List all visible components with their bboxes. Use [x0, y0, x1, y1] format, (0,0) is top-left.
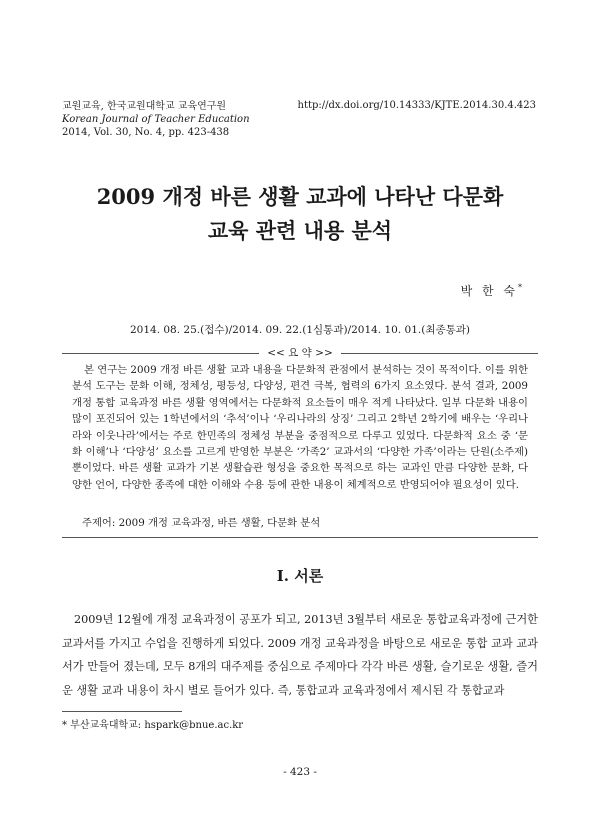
author-footnote-mark: * [518, 283, 522, 292]
page-number: - 423 - [283, 766, 317, 778]
journal-volume: 2014, Vol. 30, No. 4, pp. 423-438 [62, 127, 230, 138]
footnote-divider [62, 711, 182, 712]
paper-title [0, 180, 600, 248]
author [461, 282, 522, 299]
title-line-2: 교육 관련 내용 분석 [207, 218, 393, 243]
keywords: 주제어: 2009 개정 교육과정, 바른 생활, 다문화 분석 [82, 517, 321, 529]
journal-info [62, 100, 250, 139]
title-line-1: 2009 개정 바른 생활 교과에 나타난 다문화 [96, 184, 504, 209]
summary-heading: << 요 약 >> [259, 347, 341, 359]
author-name: 박 한 숙 [460, 284, 518, 298]
submission-dates: 2014. 08. 25.(접수)/2014. 09. 22.(1심통과)/2014. 10. 01.(최종통과) [129, 324, 470, 336]
abstract-text: 본 연구는 2009 개정 바른 생활 교과 내용을 다문화적 관점에서 분석하는 것이 목적이다. 이를 위한 분석 도구는 문화 이해, 정체성, 평등성, 다양성, 편견 극복, 협력의 6가지 요소였다. 분석 결과, 2009 개정 통합 교육과정 바른 생활 영역에서는 다문화적 요소들이 매우 적게 나타났다. 일부 다문화 내용이 많이 포진되어 있는 1학년에서의 ‘추석’이나 ‘우리나라의 상징’ 그리고 2학년 2학기에 배우는 ‘우리나라와 이웃나라’에서는 주로 한민족의 정체성 부분을 중점적으로 다루고 있었다. 다문화적 요소 중 ‘문화 이해’나 ‘다양성’ 요소를 고르게 반영한 부분은 ‘가족2’ 교과서의 ‘다양한 가족’이라는 단원(소주제) 뿐이었다. 바른 생활 교과가 기본 생활습관 형성을 중요한 목적으로 하는 교과인 만큼 다양한 문화, 다양한 언어, 다양한 종족에 대한 이해와 수용 등에 관한 내용이 체계적으로 반영되어야 필요성이 있다. [72, 364, 528, 491]
journal-name-english: Korean Journal of Teacher Education [62, 114, 250, 125]
body-paragraph: 2009년 12월에 개정 교육과정이 공포가 되고, 2013년 3월부터 새로운 통합교육과정에 근거한 교과서를 가지고 수업을 진행하게 되었다. 2009 개정 교육과정을 바탕으로 새로운 통합 교과 교과서가 만들어 졌는데, 모두 8개의 대주제를 중심으로 주제마다 각각 바른 생활, 슬기로운 생활, 즐거운 생활 교과 내용이 차시 별로 들어가 있다. 즉, 통합교과 교육과정에서 제시된 각 통합교과 [62, 613, 538, 697]
journal-name-korean: 교원교육, 한국교원대학교 교육연구원 [62, 101, 227, 112]
doi-link[interactable]: http://dx.doi.org/10.14333/KJTE.2014.30.4.423 [297, 100, 536, 111]
summary-heading-wrap [0, 345, 600, 360]
section-heading: I. 서론 [276, 567, 324, 585]
keywords-divider [62, 537, 538, 538]
author-footnote: * 부산교육대학교: hspark@bnue.ac.kr [62, 720, 244, 731]
